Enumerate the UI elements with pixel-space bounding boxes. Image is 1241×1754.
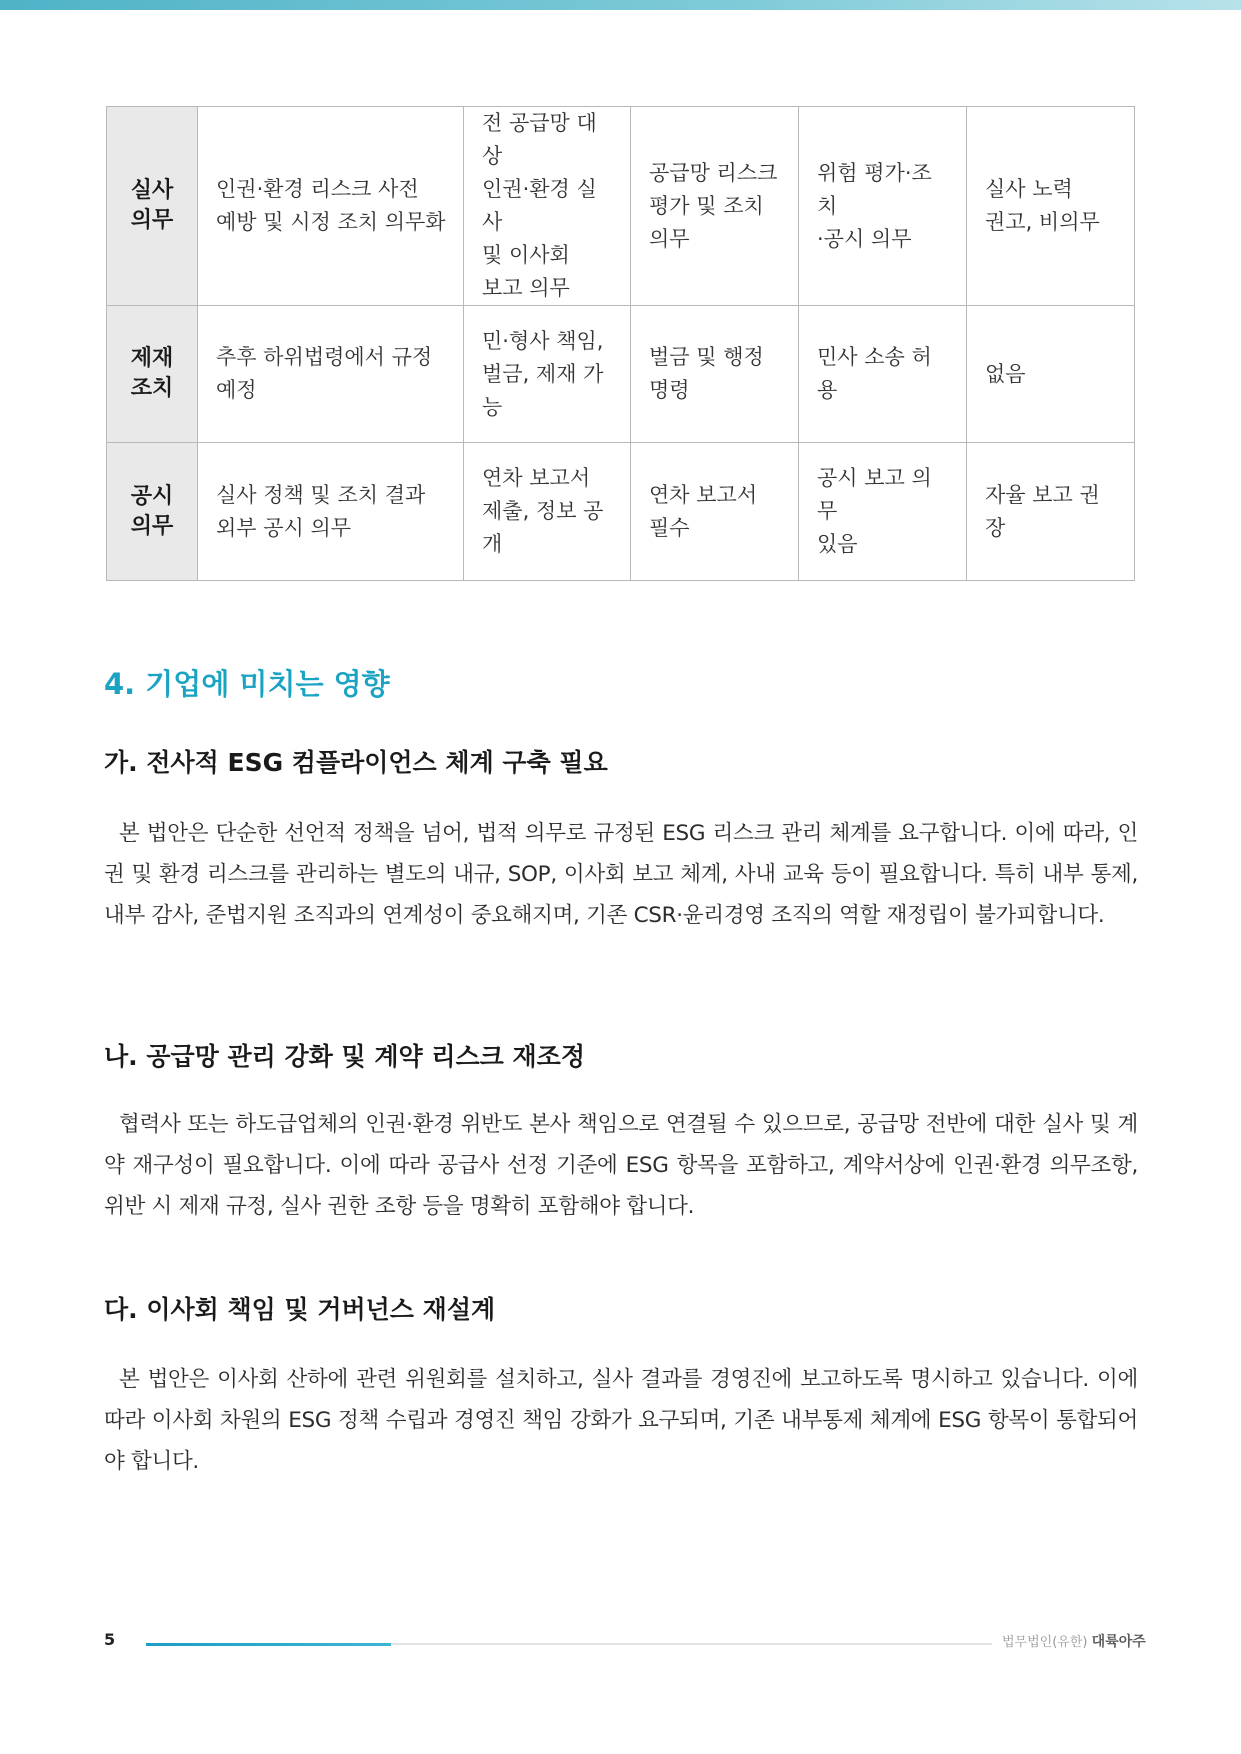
- subsection-heading-na: 나. 공급망 관리 강화 및 계약 리스크 재조정: [104, 1042, 585, 1071]
- table-cell: 연차 보고서 제출, 정보 공개: [464, 443, 631, 581]
- table-cell: 벌금 및 행정 명령: [631, 306, 799, 443]
- subsection-body-na: 협력사 또는 하도급업체의 인권·환경 위반도 본사 책임으로 연결될 수 있으므로, 공급망 전반에 대한 실사 및 계약 재구성이 필요합니다. 이에 따라 공급사 선정 기준에 ESG 항목을 포함하고, 계약서상에 인권·환경 의무조항, 위반 시 제재 규정, 실사 권한 조항 등을 명확히 포함해야 합니다.: [104, 1112, 1138, 1219]
- subsection-heading-da: 다. 이사회 책임 및 거버넌스 재설계: [104, 1295, 496, 1324]
- row-header-disclosure: 공시 의무: [107, 443, 198, 581]
- footer-firm: [1002, 1631, 1146, 1651]
- firm-name: 대륙아주: [1091, 1634, 1146, 1650]
- table-row: [107, 306, 1135, 443]
- table-row: [107, 107, 1135, 306]
- table-cell: 민·형사 책임, 벌금, 제재 가능: [464, 306, 631, 443]
- footer-progress-line: [146, 1643, 992, 1645]
- section-title: 4. 기업에 미치는 영향: [104, 667, 390, 701]
- table-cell: 전 공급망 대상 인권·환경 실사 및 이사회 보고 의무: [464, 107, 631, 306]
- firm-prefix: 법무법인(유한): [1002, 1635, 1088, 1650]
- subsection-body-da: 본 법안은 이사회 산하에 관련 위원회를 설치하고, 실사 결과를 경영진에 보고하도록 명시하고 있습니다. 이에 따라 이사회 차원의 ESG 정책 수립과 경영진 책임 강화가 요구되며, 기존 내부통제 체계에 ESG 항목이 통합되어야 합니다.: [104, 1367, 1138, 1474]
- table-cell: 위험 평가·조치 ·공시 의무: [799, 107, 967, 306]
- table-cell: 연차 보고서 필수: [631, 443, 799, 581]
- footer-progress-fill: [146, 1643, 391, 1646]
- table-cell: 실사 노력 권고, 비의무: [967, 107, 1135, 306]
- table-cell: 실사 정책 및 조치 결과 외부 공시 의무: [198, 443, 464, 581]
- subsection-heading-ga: 가. 전사적 ESG 컴플라이언스 체계 구축 필요: [104, 748, 608, 777]
- page-number: 5: [104, 1630, 116, 1649]
- subsection-body-ga: 본 법안은 단순한 선언적 정책을 넘어, 법적 의무로 규정된 ESG 리스크 관리 체계를 요구합니다. 이에 따라, 인권 및 환경 리스크를 관리하는 별도의 내규, SOP, 이사회 보고 체계, 사내 교육 등이 필요합니다. 특히 내부 통제, 내부 감사, 준법지원 조직과의 연계성이 중요해지며, 기존 CSR·윤리경영 조직의 역할 재정립이 불가피합니다.: [104, 821, 1138, 928]
- table-cell: 자율 보고 권장: [967, 443, 1135, 581]
- table-cell: 공시 보고 의무 있음: [799, 443, 967, 581]
- top-accent-bar: [0, 0, 1241, 10]
- table-row: [107, 443, 1135, 581]
- table-cell: 없음: [967, 306, 1135, 443]
- row-header-sanctions: 제재 조치: [107, 306, 198, 443]
- table-cell: 민사 소송 허용: [799, 306, 967, 443]
- table-cell: 공급망 리스크 평가 및 조치 의무: [631, 107, 799, 306]
- row-header-due-diligence: 실사 의무: [107, 107, 198, 306]
- regulation-comparison-table: [106, 106, 1135, 581]
- table-cell: 추후 하위법령에서 규정 예정: [198, 306, 464, 443]
- table-cell: 인권·환경 리스크 사전 예방 및 시정 조치 의무화: [198, 107, 464, 306]
